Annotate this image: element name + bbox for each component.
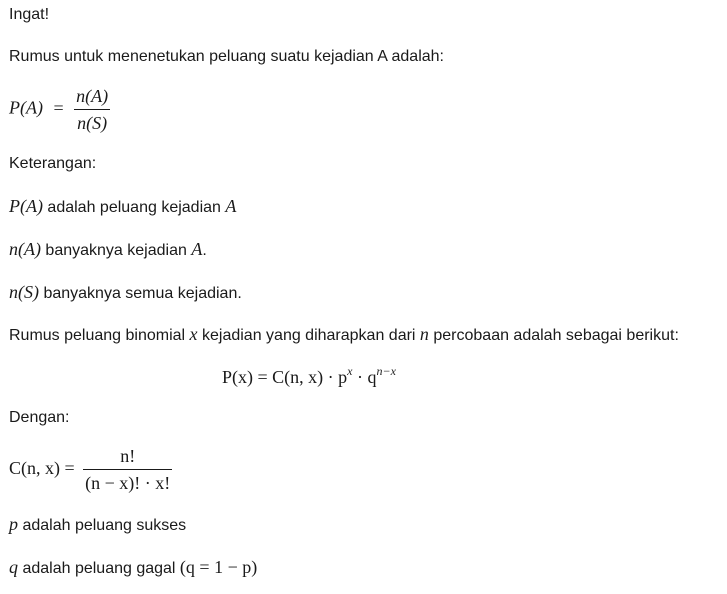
- p-symbol: p: [9, 514, 18, 534]
- binomial-intro-part: Rumus peluang binomial: [9, 327, 190, 344]
- formula-lhs: P(A): [9, 97, 43, 118]
- binomial-formula: [222, 366, 396, 388]
- definition-symbol: P(A): [9, 196, 43, 216]
- keterangan-label: Keterangan:: [9, 155, 97, 172]
- definition-symbol: n(S): [9, 282, 39, 302]
- binomial-formula-mid: · q: [352, 367, 377, 387]
- binomial-symbol-n: n: [419, 324, 429, 344]
- definition-tail: .: [202, 242, 207, 259]
- q-definition: [9, 557, 257, 579]
- definition-text: banyaknya semua kejadian.: [39, 285, 242, 302]
- heading: Ingat!: [9, 6, 50, 23]
- intro-text: Rumus untuk menenetukan peluang suatu kejadian A adalah:: [9, 48, 444, 65]
- combination-fraction: [83, 446, 172, 493]
- combination-formula: [9, 446, 172, 493]
- definition-symbol: n(A): [9, 239, 41, 259]
- definition-text: banyaknya kejadian: [40, 242, 192, 259]
- combination-numerator: n!: [120, 446, 136, 466]
- definition-tail-symbol: A: [225, 196, 237, 216]
- combination-denominator: (n − x)! · x!: [83, 469, 172, 493]
- p-definition: [9, 514, 186, 536]
- dengan-label: Dengan:: [9, 409, 70, 426]
- formula-equals: =: [53, 97, 64, 118]
- binomial-exp-x: x: [347, 364, 353, 378]
- p-text: adalah peluang sukses: [18, 517, 187, 534]
- binomial-intro-part: percobaan adalah sebagai berikut:: [428, 327, 679, 344]
- q-expression: (q = 1 − p): [179, 557, 258, 577]
- q-text: adalah peluang gagal: [18, 560, 180, 577]
- definition-na: [9, 239, 207, 261]
- formula-numerator: n(A): [76, 86, 109, 106]
- binomial-intro-part: kejadian yang diharapkan dari: [197, 327, 420, 344]
- probability-formula: [9, 86, 110, 133]
- definition-ns: [9, 282, 242, 304]
- binomial-formula-main: P(x) = C(n, x) · p: [222, 367, 348, 387]
- combination-lhs: C(n, x) =: [9, 457, 75, 478]
- definition-pa: [9, 196, 236, 218]
- formula-denominator: n(S): [74, 109, 110, 133]
- binomial-exp-n-x: n−x: [376, 364, 396, 378]
- binomial-symbol-x: x: [189, 324, 198, 344]
- definition-text: adalah peluang kejadian: [42, 199, 226, 216]
- definition-tail-symbol: A: [191, 239, 203, 259]
- binomial-intro: [9, 324, 679, 346]
- formula-fraction: [74, 86, 110, 133]
- q-symbol: q: [9, 557, 18, 577]
